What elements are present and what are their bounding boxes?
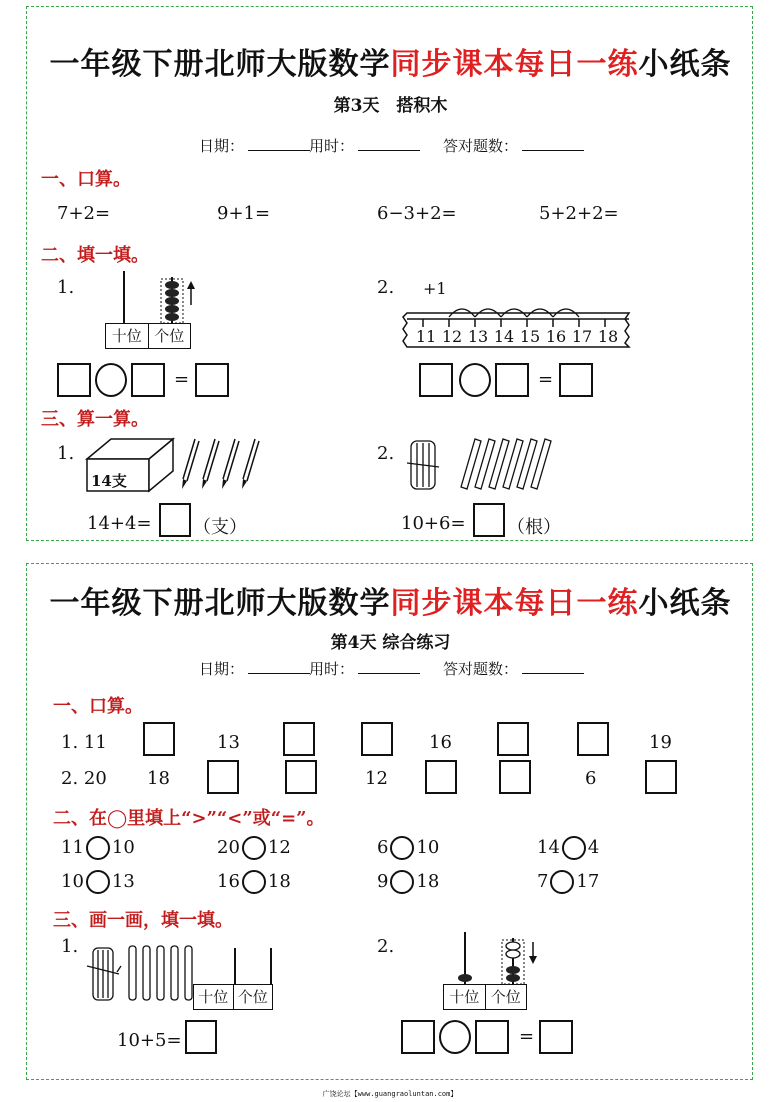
compare-circle[interactable] [562, 836, 586, 860]
section-draw-fill: 三、画一画，填一填。 [53, 910, 233, 931]
answer-box[interactable] [143, 722, 175, 756]
section-compute: 三、算一算。 [41, 409, 149, 430]
answer-box[interactable] [131, 363, 165, 397]
answer-box[interactable] [285, 760, 317, 794]
compare-circle[interactable] [242, 870, 266, 894]
sticks-illustration [403, 435, 563, 495]
answer-box[interactable] [495, 363, 529, 397]
compare-circle[interactable] [390, 836, 414, 860]
date-field[interactable]: 日期： [199, 135, 310, 156]
question-number: 1. [57, 277, 75, 298]
operator-circle[interactable] [439, 1020, 471, 1054]
compare-item: 9 18 [377, 871, 440, 892]
number-item: 13 [217, 732, 240, 753]
day-subtitle: 第4天 综合练习 [330, 633, 451, 653]
expression: 14+4= [87, 513, 152, 534]
calc-item: 5+2+2= [539, 203, 619, 224]
answer-box[interactable] [185, 1020, 217, 1054]
unit-label: （根） [507, 517, 561, 538]
expression: 10+5= [117, 1030, 182, 1051]
compare-item: 20 12 [217, 837, 291, 858]
abacus-illustration [447, 930, 567, 986]
compare-item: 10 13 [61, 871, 135, 892]
answer-box[interactable] [195, 363, 229, 397]
place-value-chart: 十位 个位 [193, 984, 273, 1010]
answer-box[interactable] [539, 1020, 573, 1054]
place-value-chart: 十位 个位 [443, 984, 527, 1010]
answer-box[interactable] [497, 722, 529, 756]
equals-sign: = [174, 369, 190, 390]
worksheet-title: 一年级下册北师大版数学同步课本每日一练小纸条 [49, 586, 732, 621]
section-compare: 二、在◯里填上“>”“<”或“=”。 [53, 808, 325, 829]
footer-credit: 广饶论坛【www.guangraoluntan.com】 [322, 1090, 458, 1098]
calc-item: 6−3+2= [377, 203, 457, 224]
answer-box[interactable] [401, 1020, 435, 1054]
place-value-chart: 十位 个位 [105, 323, 191, 349]
score-field[interactable]: 答对题数： [443, 658, 584, 679]
compare-item: 7 17 [537, 871, 600, 892]
time-field[interactable]: 用时： [309, 658, 420, 679]
answer-box[interactable] [207, 760, 239, 794]
question-number: 1. [57, 443, 75, 464]
answer-box[interactable] [57, 363, 91, 397]
number-item: 18 [147, 768, 170, 789]
question-number: 2. [377, 936, 395, 957]
number-item: 16 [429, 732, 452, 753]
number-item: 1. 11 [61, 732, 107, 753]
date-field[interactable]: 日期： [199, 658, 310, 679]
answer-box[interactable] [159, 503, 191, 537]
time-field[interactable]: 用时： [309, 135, 420, 156]
section-oral-calc: 一、口算。 [41, 169, 131, 190]
compare-circle[interactable] [86, 870, 110, 894]
compare-circle[interactable] [390, 870, 414, 894]
section-oral-calc: 一、口算。 [53, 696, 143, 717]
question-number: 2. [377, 443, 395, 464]
equals-sign: = [538, 369, 554, 390]
day-subtitle: 第3天 搭积木 [333, 96, 448, 116]
compare-item: 14 4 [537, 837, 600, 858]
unit-label: （支） [193, 517, 247, 538]
compare-circle[interactable] [550, 870, 574, 894]
equals-sign: = [519, 1026, 535, 1047]
answer-box[interactable] [473, 503, 505, 537]
worksheet-title: 一年级下册北师大版数学同步课本每日一练小纸条 [49, 47, 732, 82]
operator-circle[interactable] [95, 363, 127, 397]
question-number: 2. [377, 277, 395, 298]
answer-box[interactable] [361, 722, 393, 756]
answer-box[interactable] [425, 760, 457, 794]
calc-item: 9+1= [217, 203, 271, 224]
section-fill-in: 二、填一填。 [41, 245, 149, 266]
compare-circle[interactable] [242, 836, 266, 860]
calc-item: 7+2= [57, 203, 111, 224]
score-field[interactable]: 答对题数： [443, 135, 584, 156]
answer-box[interactable] [419, 363, 453, 397]
worksheet-day4 [26, 563, 753, 1080]
answer-box[interactable] [283, 722, 315, 756]
box-label: 14支 [91, 472, 127, 490]
plus-one-label: +1 [423, 279, 447, 298]
compare-item: 6 10 [377, 837, 440, 858]
number-item: 6 [585, 768, 597, 789]
number-item: 12 [365, 768, 388, 789]
number-line-labels: 11 12 13 14 15 16 17 18 [415, 327, 619, 346]
operator-circle[interactable] [459, 363, 491, 397]
answer-box[interactable] [475, 1020, 509, 1054]
worksheet-day3 [26, 6, 753, 541]
answer-box[interactable] [499, 760, 531, 794]
compare-circle[interactable] [86, 836, 110, 860]
compare-item: 16 18 [217, 871, 291, 892]
number-item: 19 [649, 732, 672, 753]
abacus-illustration [103, 269, 203, 325]
expression: 10+6= [401, 513, 466, 534]
compare-item: 11 10 [61, 837, 135, 858]
answer-box[interactable] [577, 722, 609, 756]
answer-box[interactable] [645, 760, 677, 794]
answer-box[interactable] [559, 363, 593, 397]
number-item: 2. 20 [61, 768, 107, 789]
question-number: 1. [61, 936, 79, 957]
